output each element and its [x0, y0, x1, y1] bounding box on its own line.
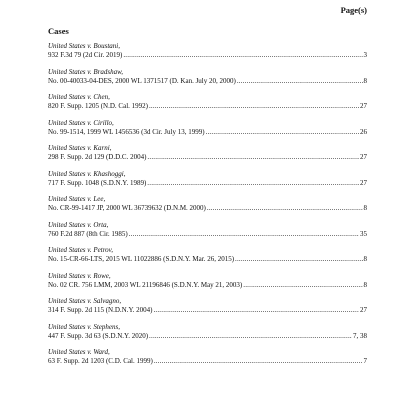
- citation-line: [48, 153, 367, 162]
- case-name: United States v. Petrov,: [48, 246, 113, 254]
- case-name: United States v. Boustani,: [48, 42, 120, 50]
- citation-line: [48, 179, 367, 188]
- case-name: United States v. Salvagno,: [48, 297, 122, 305]
- case-name: United States v. Cirillo,: [48, 118, 114, 127]
- case-name: United States v. Ward,: [48, 348, 110, 356]
- dot-leader: [154, 357, 363, 366]
- case-citation: 717 F. Supp. 1048 (S.D.N.Y. 1989): [48, 178, 147, 187]
- page-reference: 3: [363, 51, 367, 60]
- case-citation: 820 F. Supp. 1205 (N.D. Cal. 1992): [48, 102, 148, 111]
- page-reference: 27: [360, 306, 367, 315]
- case-citation: 314 F. Supp. 2d 115 (N.D.N.Y. 2004): [48, 306, 153, 315]
- page-reference: 27: [360, 153, 367, 162]
- citation-line: [48, 128, 367, 137]
- section-title: Cases: [48, 26, 69, 36]
- dot-leader: [147, 179, 359, 188]
- case-name: United States v. Stephens,: [48, 322, 120, 331]
- page-reference: 35: [360, 229, 367, 238]
- case-entry: [48, 297, 367, 323]
- dot-leader: [149, 102, 359, 111]
- citation-line: [48, 306, 367, 315]
- case-list: [48, 42, 367, 374]
- citation-line: [48, 77, 367, 86]
- case-name: United States v. Orta,: [48, 220, 109, 229]
- case-citation: 932 F.3d 79 (2d Cir. 2019): [48, 51, 123, 60]
- page-reference: 27: [360, 102, 367, 111]
- case-name: United States v. Karni,: [48, 144, 112, 152]
- case-entry: [48, 348, 367, 374]
- citation-line: [48, 230, 367, 239]
- case-citation: 298 F. Supp. 2d 129 (D.D.C. 2004): [48, 153, 147, 162]
- case-entry: [48, 68, 367, 94]
- case-entry: [48, 119, 367, 145]
- case-citation: 447 F. Supp. 3d 63 (S.D.N.Y. 2020): [48, 331, 149, 340]
- dot-leader: [237, 77, 363, 86]
- page-reference: 8: [363, 280, 367, 289]
- case-name: United States v. Chen,: [48, 93, 110, 101]
- case-name: United States v. Khashoggi,: [48, 169, 126, 178]
- dot-leader: [147, 153, 359, 162]
- case-entry: [48, 246, 367, 272]
- dot-leader: [243, 281, 362, 290]
- case-citation: No. CR-99-1417 JP, 2000 WL 36739632 (D.N.M. 2000): [48, 204, 206, 213]
- case-entry: [48, 144, 367, 170]
- case-citation: No. 99-1514, 1999 WL 1456536 (3d Cir. July 13, 1999): [48, 127, 205, 136]
- case-entry: [48, 221, 367, 247]
- citation-line: [48, 281, 367, 290]
- case-entry: [48, 272, 367, 298]
- page-reference: 27: [360, 178, 367, 187]
- citation-line: [48, 102, 367, 111]
- dot-leader: [123, 51, 362, 60]
- case-citation: 63 F. Supp. 2d 1203 (C.D. Cal. 1999): [48, 357, 153, 366]
- page-reference: 8: [363, 76, 367, 85]
- dot-leader: [206, 128, 359, 137]
- case-entry: [48, 195, 367, 221]
- case-name: United States v. Bradshaw,: [48, 67, 123, 76]
- page-reference: 8: [363, 204, 367, 213]
- case-citation: No. 15-CR-66-LTS, 2015 WL 11022886 (S.D.N.Y. Mar. 26, 2015): [48, 255, 235, 264]
- citation-line: [48, 332, 367, 341]
- case-entry: [48, 170, 367, 196]
- dot-leader: [129, 230, 359, 239]
- case-name: United States v. Lee,: [48, 195, 106, 203]
- citation-line: [48, 255, 367, 264]
- dot-leader: [235, 255, 362, 264]
- case-entry: [48, 93, 367, 119]
- page-reference: 26: [360, 127, 367, 136]
- case-citation: No. 00-40033-04-DES, 2000 WL 1371517 (D. Kan. July 20, 2000): [48, 76, 236, 85]
- case-name: United States v. Rowe,: [48, 271, 111, 280]
- citation-line: [48, 51, 367, 60]
- case-entry: [48, 42, 367, 68]
- page-reference: 7, 38: [353, 331, 367, 340]
- dot-leader: [153, 306, 359, 315]
- page-column-header: Page(s): [340, 5, 367, 15]
- case-citation: 760 F.2d 887 (8th Cir. 1985): [48, 229, 128, 238]
- citation-line: [48, 204, 367, 213]
- page-reference: 7: [363, 357, 367, 366]
- citation-line: [48, 357, 367, 366]
- page-reference: 8: [363, 255, 367, 264]
- dot-leader: [207, 204, 363, 213]
- case-citation: No. 02 CR. 756 LMM, 2003 WL 21196846 (S.D.N.Y. May 21, 2003): [48, 280, 243, 289]
- case-entry: [48, 323, 367, 349]
- dot-leader: [149, 332, 352, 341]
